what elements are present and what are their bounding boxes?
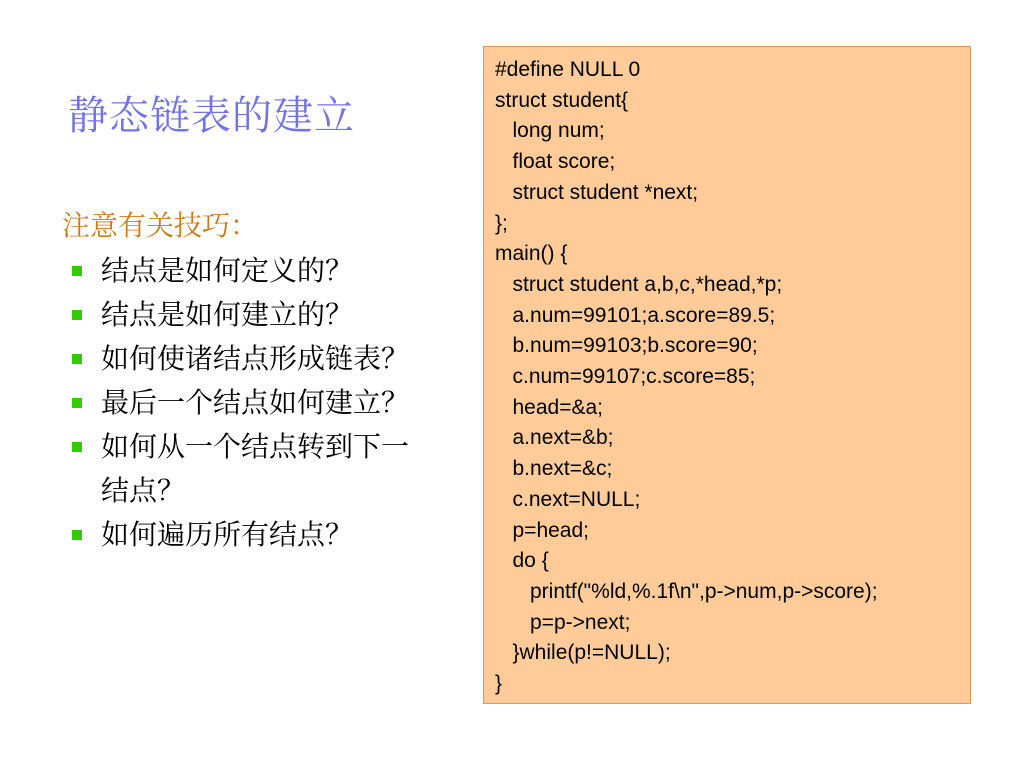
tip-text: 如何从一个结点转到下一结点？ (101, 430, 410, 507)
tip-item (66, 513, 418, 557)
tip-text: 如何使诸结点形成链表？ (101, 342, 410, 375)
code-line: b.num=99103;b.score=90; (495, 334, 758, 358)
code-line: struct student{ (495, 88, 629, 112)
tip-item (66, 249, 418, 293)
square-bullet-icon (72, 398, 82, 408)
code-line: c.next=NULL; (495, 487, 641, 511)
tip-item (66, 337, 418, 381)
tip-text: 最后一个结点如何建立？ (101, 386, 410, 419)
slide-title: 静态链表的建立 (68, 93, 355, 139)
code-line: p=head; (495, 518, 589, 542)
square-bullet-icon (72, 266, 82, 276)
tip-item (66, 425, 418, 513)
code-line: c.num=99107;c.score=85; (495, 365, 756, 389)
square-bullet-icon (72, 530, 82, 540)
tips-heading: 注意有关技巧： (62, 209, 259, 242)
square-bullet-icon (72, 442, 82, 452)
code-line: struct student *next; (495, 180, 699, 204)
code-line: head=&a; (495, 395, 604, 419)
tips-list (66, 249, 418, 557)
code-line: struct student a,b,c,*head,*p; (495, 272, 783, 296)
code-block (483, 46, 971, 704)
code-line: do { (495, 549, 549, 573)
code-line: }; (495, 211, 508, 235)
code-line: p=p->next; (495, 610, 631, 634)
tip-item (66, 293, 418, 337)
tip-text: 结点是如何建立的？ (101, 298, 354, 331)
square-bullet-icon (72, 310, 82, 320)
code-line: main() { (495, 242, 568, 266)
code-line: a.num=99101;a.score=89.5; (495, 303, 776, 327)
code-line: } (495, 672, 503, 696)
code-line: #define NULL 0 (495, 58, 641, 81)
code-line: printf("%ld,%.1f\n",p->num,p->score); (495, 579, 878, 603)
code-line: b.next=&c; (495, 457, 613, 481)
code-line: a.next=&b; (495, 426, 614, 450)
tip-text: 结点是如何定义的？ (101, 254, 354, 287)
square-bullet-icon (72, 354, 82, 364)
code-line: long num; (495, 119, 605, 143)
code-line: float score; (495, 150, 616, 174)
code-line: }while(p!=NULL); (495, 641, 671, 665)
tip-item (66, 381, 418, 425)
tip-text: 如何遍历所有结点？ (101, 518, 354, 551)
